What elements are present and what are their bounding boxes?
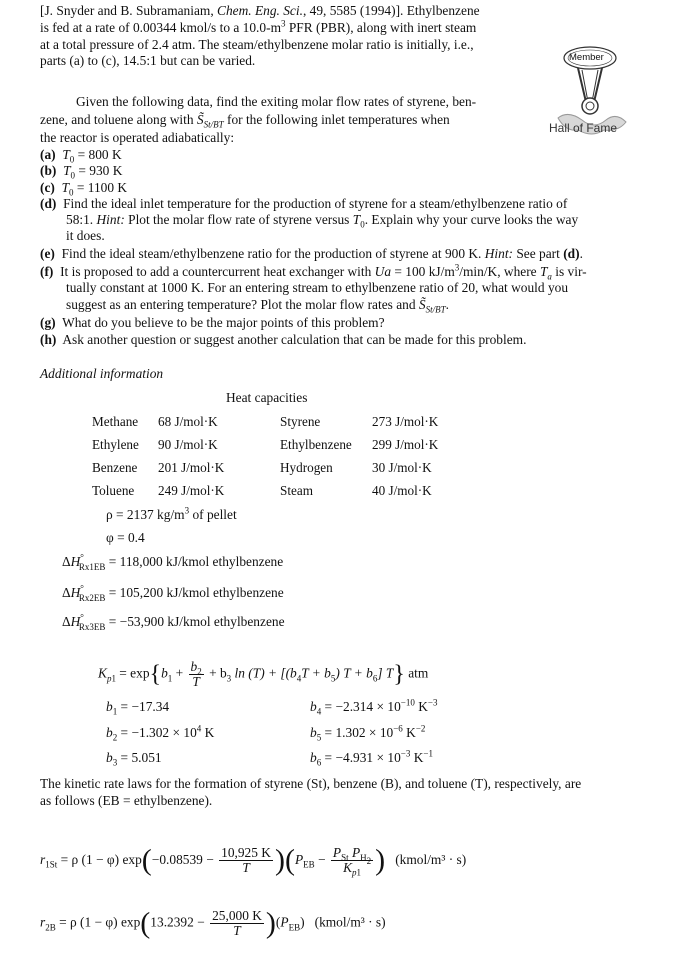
intro-line-6: zene, and toluene along with $S̃_{St/BT}$ for the following inlet temperatures when bbox=[40, 112, 450, 130]
additional-info-heading: Additional information bbox=[40, 366, 164, 381]
constant-b6: $b_6 = -4.931 \times 10^{-3}$ $K^{-1}$ bbox=[310, 748, 433, 768]
heat-capacity-value: 40 J/mol·K bbox=[372, 482, 432, 498]
enthalpy-rx1: $\Delta H^\circ_{Rx1EB} = 118,000$ kJ/kmol ethylbenzene bbox=[62, 552, 284, 572]
compound-name: Benzene bbox=[92, 459, 138, 475]
heat-capacities-title: Heat capacities bbox=[226, 390, 308, 405]
heat-capacity-row bbox=[92, 456, 462, 479]
part-d-line-2: 58:1. Hint: Plot the molar flow rate of styrene versus $T_0$. Explain why your curve looks the way bbox=[66, 212, 579, 230]
part-h: (h) Ask another question or suggest another calculation that can be made for this problem. bbox=[40, 332, 527, 347]
heat-capacity-value: 201 J/mol·K bbox=[158, 459, 225, 475]
part-d-line-3: it does. bbox=[66, 228, 105, 243]
part-g: (g) What do you believe to be the major points of this problem? bbox=[40, 315, 385, 330]
part-f-line-1: (f) It is proposed to add a countercurrent heat exchanger with Ua = 100 $kJ/m^3/\min/K$, where $T_a$ is vir- bbox=[40, 262, 587, 282]
constant-b5: $b_5 = 1.302 \times 10^{-6}$ $K^{-2}$ bbox=[310, 723, 426, 743]
part-f-line-3: suggest as an entering temperature? Plot the molar flow rates and $S̃_{St/BT}$. bbox=[66, 297, 449, 315]
pellet-density: ρ = 2137 $kg/m^3$ of pellet bbox=[106, 505, 237, 522]
heat-capacity-row bbox=[92, 410, 462, 433]
kinetics-line-2: as follows (EB = ethylbenzene). bbox=[40, 793, 213, 808]
heat-capacity-value: 68 J/mol·K bbox=[158, 413, 218, 429]
compound-name: Ethylene bbox=[92, 436, 139, 452]
constant-b2: $b_2 = -1.302 \times 10^4$ K bbox=[106, 723, 215, 743]
heat-capacity-value: 299 J/mol·K bbox=[372, 436, 439, 452]
part-e: (e) Find the ideal steam/ethylbenzene ratio for the production of styrene at 900 K. Hint: See part (d). bbox=[40, 246, 583, 261]
part-d-line-1: (d) Find the ideal inlet temperature for the production of styrene for a steam/ethylbenzene ratio of bbox=[40, 196, 568, 211]
compound-name: Steam bbox=[280, 482, 313, 498]
compound-name: Ethylbenzene bbox=[280, 436, 352, 452]
rate-law-benzene: $r_{2B} = \rho$ (1 − φ) exp(13.2392 − $\frac{25,000 K}{T}$ )$(P_{EB})$ (kmol/m³ · s) bbox=[40, 906, 386, 940]
logo-badge-text: Member bbox=[569, 52, 604, 63]
kp-equation: $K_{p1} = \exp\{b_1$ + $\frac{b_2}{T}$ + $b_3$ $\ln (T) + [(b_4T + b_5) T + b_6]$ T} atm bbox=[98, 659, 429, 689]
compound-name: Hydrogen bbox=[280, 459, 333, 475]
rate-law-styrene: $r_{1St} = \rho$ (1 − φ) exp(−0.08539 − $\frac{10,925 K}{T}$ )($P_{EB}$ − $\frac{P_{St} P_{H_2}}{K_{p1}}$ ) (kmol/m³ · s) bbox=[40, 843, 467, 879]
logo-caption: Hall of Fame bbox=[549, 121, 618, 135]
intro-line-1: [J. Snyder and B. Subramaniam, Chem. Eng. Sci., 49, 5585 (1994)]. Ethylbenzene bbox=[40, 3, 480, 18]
intro-line-5: Given the following data, find the exiting molar flow rates of styrene, ben- bbox=[76, 94, 477, 109]
void-fraction: φ = 0.4 bbox=[106, 530, 145, 545]
part-f-line-2: tually constant at 1000 K. For an entering stream to ethylbenzene ratio of 20, what would you bbox=[66, 280, 569, 295]
constant-b3: $b_3 = 5.051$ bbox=[106, 750, 162, 768]
enthalpy-rx3: $\Delta H^\circ_{Rx3EB} = -53,900$ kJ/kmol ethylbenzene bbox=[62, 612, 285, 632]
heat-capacity-value: 249 J/mol·K bbox=[158, 482, 225, 498]
enthalpy-rx2: $\Delta H^\circ_{Rx2EB} = 105,200$ kJ/kmol ethylbenzene bbox=[62, 583, 284, 603]
compound-name: Toluene bbox=[92, 482, 135, 498]
part-c: (c) $T_0 = 1100$ K bbox=[40, 180, 128, 198]
part-a: (a) $T_0 = 800$ K bbox=[40, 147, 122, 165]
intro-line-3: at a total pressure of 2.4 atm. The steam/ethylbenzene molar ratio is initially, i.e., bbox=[40, 37, 474, 52]
intro-line-4: parts (a) to (c), 14.5:1 but can be varied. bbox=[40, 53, 256, 68]
heat-capacity-value: 90 J/mol·K bbox=[158, 436, 218, 452]
heat-capacity-row bbox=[92, 479, 462, 502]
intro-line-7: the reactor is operated adiabatically: bbox=[40, 130, 235, 145]
heat-capacities-table bbox=[92, 410, 462, 502]
kinetics-line-1: The kinetic rate laws for the formation of styrene (St), benzene (B), and toluene (T), respectively, are bbox=[40, 776, 582, 791]
heat-capacity-value: 273 J/mol·K bbox=[372, 413, 439, 429]
part-b: (b) $T_0 = 930$ K bbox=[40, 163, 123, 181]
intro-line-2: is fed at a rate of 0.00344 kmol/s to a $10.0-m^3$ PFR (PBR), along with inert steam bbox=[40, 18, 477, 35]
compound-name: Methane bbox=[92, 413, 139, 429]
heat-capacity-value: 30 J/mol·K bbox=[372, 459, 432, 475]
compound-name: Styrene bbox=[280, 413, 321, 429]
heat-capacity-row bbox=[92, 433, 462, 456]
constant-b1: $b_1 = -17.34$ bbox=[106, 699, 170, 717]
constant-b4: $b_4 = -2.314 \times 10^{-10}$ $K^{-3}$ bbox=[310, 697, 438, 717]
